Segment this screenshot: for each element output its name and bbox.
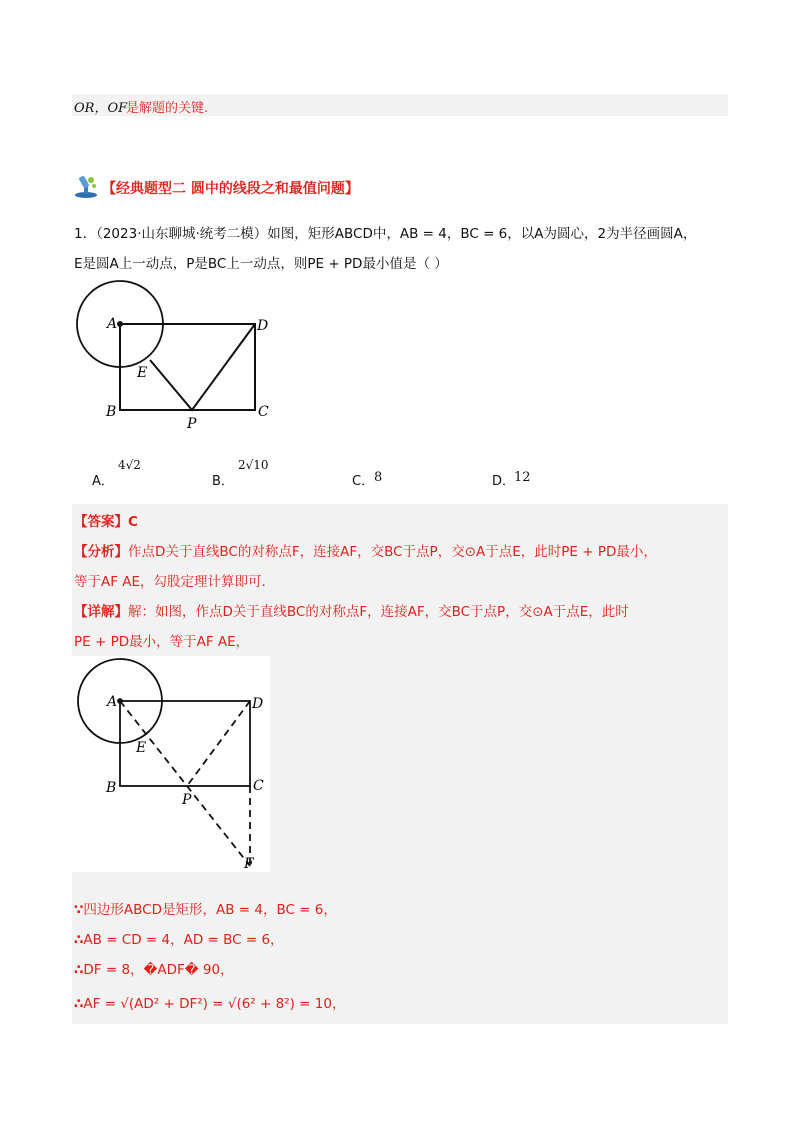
option-d-letter[interactable]: D． bbox=[492, 474, 516, 489]
therefore-symbol-1: ∴ bbox=[74, 932, 84, 948]
therefore-symbol-2: ∴ bbox=[74, 962, 84, 978]
label2-B: B bbox=[106, 780, 117, 796]
question-line-1: 1．（2023·山东聊城·统考二模）如图，矩形ABCD中，AB = 4，BC = 6，以A为圆心，2为半径画圆A， bbox=[74, 226, 697, 242]
option-a-letter[interactable]: A． bbox=[92, 474, 114, 489]
step-row-1 bbox=[74, 898, 337, 918]
because-symbol: ∵ bbox=[74, 902, 84, 918]
label2-C: C bbox=[253, 778, 264, 794]
label-D: D bbox=[257, 318, 269, 334]
detail-text-1: 解：如图，作点D关于直线BC的对称点F，连接AF，交BC于点P，交⊙A于点E，此时 bbox=[128, 604, 629, 620]
step-text-3: DF = 8，�ADF� 90， bbox=[83, 962, 234, 978]
detail-row-1 bbox=[74, 600, 629, 620]
step-text-2: AB = CD = 4，AD = BC = 6， bbox=[83, 932, 284, 948]
question-line-2: E是圆A上一动点，P是BC上一动点，则PE + PD最小值是（ ） bbox=[74, 256, 448, 272]
figure-1-drawing bbox=[77, 281, 255, 410]
analysis-tag: 【分析】 bbox=[74, 544, 128, 560]
label2-F: F bbox=[244, 856, 254, 872]
figure-2-drawing bbox=[78, 659, 250, 866]
answer-value: C bbox=[128, 514, 138, 530]
answer-row bbox=[74, 510, 138, 530]
prev-solution-box bbox=[72, 94, 728, 116]
figure-1 bbox=[72, 276, 282, 436]
step-row-4 bbox=[74, 992, 345, 1012]
therefore-symbol-3: ∴ bbox=[74, 996, 84, 1012]
label-P: P bbox=[187, 416, 197, 432]
option-d-value: 12 bbox=[514, 470, 531, 485]
step-text-4: AF = √(AD² + DF²) = √(6² + 8²) = 10， bbox=[83, 996, 346, 1012]
prev-math: OR，OF bbox=[74, 101, 128, 116]
prev-text: 是解题的关键. bbox=[126, 101, 209, 116]
detail-row-2: PE + PD最小，等于AF AE， bbox=[74, 634, 250, 650]
microscope-icon bbox=[72, 172, 100, 200]
label2-A: A bbox=[107, 694, 118, 710]
detail-tag: 【详解】 bbox=[74, 604, 128, 620]
option-c-value: 8 bbox=[374, 470, 383, 485]
option-a-value: 4√2 bbox=[118, 458, 141, 472]
label2-P: P bbox=[182, 792, 192, 808]
answer-tag: 【答案】 bbox=[74, 514, 128, 530]
label-C: C bbox=[258, 404, 269, 420]
analysis-row-1 bbox=[74, 540, 657, 560]
option-b-letter[interactable]: B． bbox=[212, 474, 234, 489]
option-b-value: 2√10 bbox=[238, 458, 269, 472]
label2-E: E bbox=[136, 740, 147, 756]
step-text-1: 四边形ABCD是矩形，AB = 4，BC = 6， bbox=[83, 902, 337, 918]
figure-2 bbox=[72, 656, 270, 872]
label-A: A bbox=[107, 316, 118, 332]
label2-D: D bbox=[252, 696, 264, 712]
label-E: E bbox=[137, 365, 148, 381]
step-row-3 bbox=[74, 958, 234, 978]
section-title: 【经典题型二 圆中的线段之和最值问题】 bbox=[102, 181, 359, 197]
step-row-2 bbox=[74, 928, 284, 948]
label-B: B bbox=[106, 404, 117, 420]
analysis-row-2: 等于AF AE，勾股定理计算即可. bbox=[74, 574, 266, 590]
option-c-letter[interactable]: C． bbox=[352, 474, 375, 489]
analysis-text-1: 作点D关于直线BC的对称点F，连接AF，交BC于点P，交⊙A于点E，此时PE + PD最小， bbox=[128, 544, 657, 560]
